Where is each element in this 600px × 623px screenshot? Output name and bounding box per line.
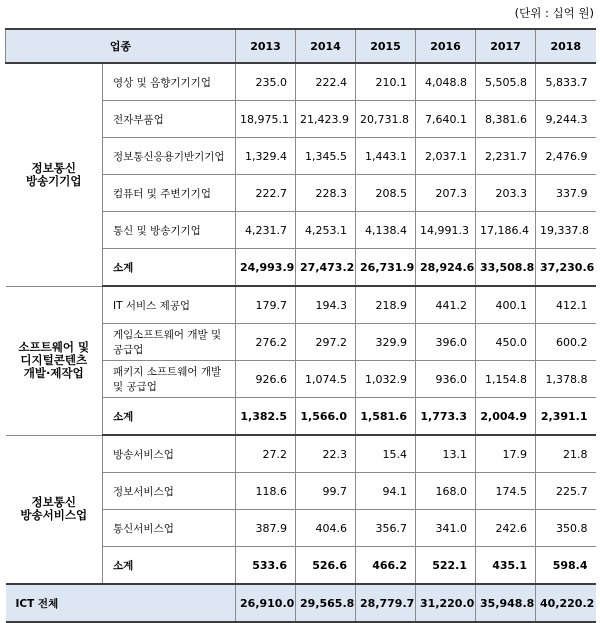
value-cell: 926.6: [236, 361, 296, 398]
header-year: 2017: [476, 29, 536, 63]
value-cell: 2,231.7: [476, 138, 536, 175]
value-cell: 20,731.8: [356, 101, 416, 138]
value-cell: 1,329.4: [236, 138, 296, 175]
value-cell: 4,138.4: [356, 212, 416, 249]
value-cell: 235.0: [236, 63, 296, 101]
value-cell: 936.0: [416, 361, 476, 398]
row-label: 게임소프트웨어 개발 및 공급업: [103, 324, 236, 361]
subtotal-cell: 435.1: [476, 547, 536, 585]
table-body: [6, 29, 596, 622]
value-cell: 17,186.4: [476, 212, 536, 249]
subtotal-label: 소계: [103, 398, 236, 436]
value-cell: 21.8: [536, 435, 596, 473]
value-cell: 337.9: [536, 175, 596, 212]
row-label: 패키지 소프트웨어 개발 및 공급업: [103, 361, 236, 398]
value-cell: 225.7: [536, 473, 596, 510]
header-year: 2018: [536, 29, 596, 63]
value-cell: 5,505.8: [476, 63, 536, 101]
unit-label: (단위 : 십억 원): [514, 6, 594, 20]
subtotal-label: 소계: [103, 249, 236, 287]
value-cell: 329.9: [356, 324, 416, 361]
value-cell: 7,640.1: [416, 101, 476, 138]
value-cell: 356.7: [356, 510, 416, 547]
total-cell: 29,565.8: [296, 584, 356, 622]
table-row: [6, 286, 596, 324]
value-cell: 1,074.5: [296, 361, 356, 398]
total-cell: 35,948.8: [476, 584, 536, 622]
value-cell: 94.1: [356, 473, 416, 510]
subtotal-cell: 37,230.6: [536, 249, 596, 287]
value-cell: 2,037.1: [416, 138, 476, 175]
row-label: IT 서비스 제공업: [103, 286, 236, 324]
value-cell: 600.2: [536, 324, 596, 361]
value-cell: 1,032.9: [356, 361, 416, 398]
row-label: 전자부품업: [103, 101, 236, 138]
value-cell: 174.5: [476, 473, 536, 510]
value-cell: 194.3: [296, 286, 356, 324]
value-cell: 179.7: [236, 286, 296, 324]
value-cell: 1,378.8: [536, 361, 596, 398]
subtotal-cell: 533.6: [236, 547, 296, 585]
value-cell: 4,253.1: [296, 212, 356, 249]
total-cell: 28,779.7: [356, 584, 416, 622]
value-cell: 13.1: [416, 435, 476, 473]
value-cell: 1,154.8: [476, 361, 536, 398]
subtotal-cell: 2,391.1: [536, 398, 596, 436]
subtotal-cell: 1,382.5: [236, 398, 296, 436]
subtotal-cell: 28,924.6: [416, 249, 476, 287]
value-cell: 22.3: [296, 435, 356, 473]
row-label: 방송서비스업: [103, 435, 236, 473]
total-label: ICT 전체: [6, 584, 236, 622]
value-cell: 18,975.1: [236, 101, 296, 138]
subtotal-cell: 1,566.0: [296, 398, 356, 436]
value-cell: 218.9: [356, 286, 416, 324]
value-cell: 396.0: [416, 324, 476, 361]
subtotal-cell: 598.4: [536, 547, 596, 585]
value-cell: 4,048.8: [416, 63, 476, 101]
value-cell: 208.5: [356, 175, 416, 212]
header-year: 2016: [416, 29, 476, 63]
header-row: [6, 29, 596, 63]
subtotal-cell: 1,773.3: [416, 398, 476, 436]
value-cell: 203.3: [476, 175, 536, 212]
value-cell: 1,345.5: [296, 138, 356, 175]
value-cell: 210.1: [356, 63, 416, 101]
subtotal-cell: 526.6: [296, 547, 356, 585]
group-label: 소프트웨어 및 디지털콘텐츠 개발·제작업: [6, 286, 103, 435]
value-cell: 276.2: [236, 324, 296, 361]
value-cell: 9,244.3: [536, 101, 596, 138]
subtotal-cell: 522.1: [416, 547, 476, 585]
row-label: 컴퓨터 및 주변기기업: [103, 175, 236, 212]
group-label: 정보통신 방송기기업: [6, 63, 103, 286]
value-cell: 1,443.1: [356, 138, 416, 175]
value-cell: 15.4: [356, 435, 416, 473]
value-cell: 207.3: [416, 175, 476, 212]
value-cell: 2,476.9: [536, 138, 596, 175]
subtotal-cell: 24,993.9: [236, 249, 296, 287]
subtotal-cell: 1,581.6: [356, 398, 416, 436]
row-label: 영상 및 음향기기기업: [103, 63, 236, 101]
total-cell: 31,220.0: [416, 584, 476, 622]
table-row: [6, 63, 596, 101]
value-cell: 222.4: [296, 63, 356, 101]
value-cell: 21,423.9: [296, 101, 356, 138]
subtotal-cell: 27,473.2: [296, 249, 356, 287]
header-industry: 업종: [6, 29, 236, 63]
row-label: 정보서비스업: [103, 473, 236, 510]
value-cell: 404.6: [296, 510, 356, 547]
value-cell: 297.2: [296, 324, 356, 361]
subtotal-cell: 26,731.9: [356, 249, 416, 287]
header-year: 2015: [356, 29, 416, 63]
value-cell: 341.0: [416, 510, 476, 547]
ict-industry-table: [5, 28, 596, 623]
value-cell: 118.6: [236, 473, 296, 510]
value-cell: 19,337.8: [536, 212, 596, 249]
subtotal-cell: 2,004.9: [476, 398, 536, 436]
value-cell: 350.8: [536, 510, 596, 547]
value-cell: 168.0: [416, 473, 476, 510]
value-cell: 4,231.7: [236, 212, 296, 249]
total-cell: 26,910.0: [236, 584, 296, 622]
value-cell: 27.2: [236, 435, 296, 473]
subtotal-label: 소계: [103, 547, 236, 585]
value-cell: 17.9: [476, 435, 536, 473]
subtotal-cell: 33,508.8: [476, 249, 536, 287]
value-cell: 8,381.6: [476, 101, 536, 138]
row-label: 통신서비스업: [103, 510, 236, 547]
group-label: 정보통신 방송서비스업: [6, 435, 103, 584]
value-cell: 99.7: [296, 473, 356, 510]
value-cell: 5,833.7: [536, 63, 596, 101]
value-cell: 14,991.3: [416, 212, 476, 249]
value-cell: 450.0: [476, 324, 536, 361]
value-cell: 228.3: [296, 175, 356, 212]
subtotal-cell: 466.2: [356, 547, 416, 585]
value-cell: 242.6: [476, 510, 536, 547]
total-row: [6, 584, 596, 622]
header-year: 2013: [236, 29, 296, 63]
row-label: 통신 및 방송기기업: [103, 212, 236, 249]
value-cell: 400.1: [476, 286, 536, 324]
value-cell: 441.2: [416, 286, 476, 324]
header-year: 2014: [296, 29, 356, 63]
table-row: [6, 435, 596, 473]
value-cell: 222.7: [236, 175, 296, 212]
value-cell: 387.9: [236, 510, 296, 547]
total-cell: 40,220.2: [536, 584, 596, 622]
row-label: 정보통신응용기반기기업: [103, 138, 236, 175]
value-cell: 412.1: [536, 286, 596, 324]
